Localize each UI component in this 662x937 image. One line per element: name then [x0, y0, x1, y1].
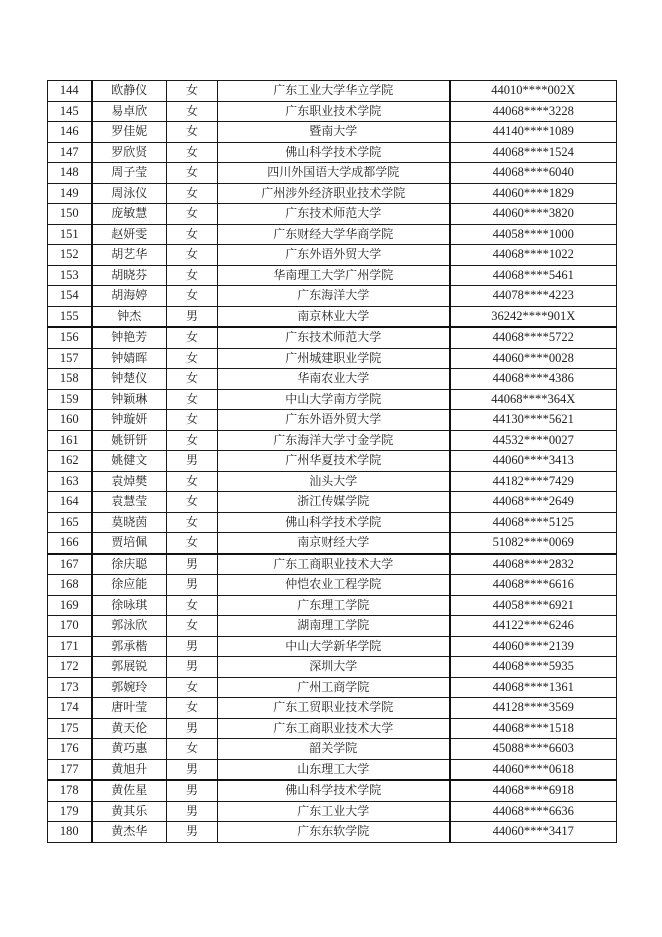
row-number-cell: 145: [48, 101, 92, 122]
id-number-cell: 44068****4386: [450, 369, 617, 390]
id-number-cell: 44058****1000: [450, 224, 617, 245]
school-name-cell: 汕头大学: [218, 471, 450, 492]
table-row: [48, 369, 617, 390]
school-name-cell: 韶关学院: [218, 739, 450, 760]
id-number-cell: 44060****0028: [450, 348, 617, 369]
student-name-cell: 钟杰: [92, 306, 167, 327]
gender-cell: 女: [167, 410, 218, 431]
gender-cell: 男: [167, 306, 218, 327]
id-number-cell: 44068****5125: [450, 512, 617, 533]
gender-cell: 女: [167, 492, 218, 513]
id-number-cell: 44068****6636: [450, 801, 617, 822]
row-number-cell: 149: [48, 183, 92, 204]
table-row: [48, 759, 617, 780]
gender-cell: 女: [167, 163, 218, 184]
row-number-cell: 162: [48, 451, 92, 472]
gender-cell: 女: [167, 327, 218, 348]
id-number-cell: 44058****6921: [450, 595, 617, 616]
school-name-cell: 广东技术师范大学: [218, 204, 450, 225]
gender-cell: 女: [167, 471, 218, 492]
student-name-cell: 钟颖琳: [92, 389, 167, 410]
table-row: [48, 122, 617, 143]
student-name-cell: 周泳仪: [92, 183, 167, 204]
school-name-cell: 中山大学新华学院: [218, 636, 450, 657]
school-name-cell: 南京财经大学: [218, 533, 450, 554]
school-name-cell: 华南农业大学: [218, 369, 450, 390]
id-number-cell: 44060****2139: [450, 636, 617, 657]
student-name-cell: 罗佳妮: [92, 122, 167, 143]
id-number-cell: 44068****364X: [450, 389, 617, 410]
school-name-cell: 湖南理工学院: [218, 616, 450, 637]
gender-cell: 女: [167, 101, 218, 122]
id-number-cell: 44068****5722: [450, 327, 617, 348]
id-number-cell: 44078****4223: [450, 286, 617, 307]
gender-cell: 男: [167, 801, 218, 822]
row-number-cell: 155: [48, 306, 92, 327]
table-row: [48, 183, 617, 204]
table-row: [48, 451, 617, 472]
row-number-cell: 157: [48, 348, 92, 369]
student-name-cell: 罗欣贤: [92, 142, 167, 163]
table-row: [48, 657, 617, 678]
table-row: [48, 801, 617, 822]
gender-cell: 男: [167, 759, 218, 780]
table-row: [48, 677, 617, 698]
row-number-cell: 171: [48, 636, 92, 657]
student-name-cell: 钟婧晖: [92, 348, 167, 369]
gender-cell: 女: [167, 265, 218, 286]
table-row: [48, 430, 617, 451]
row-number-cell: 180: [48, 822, 92, 843]
school-name-cell: 广东工商职业技术大学: [218, 718, 450, 739]
table-row: [48, 286, 617, 307]
school-name-cell: 广东东软学院: [218, 822, 450, 843]
school-name-cell: 广东外语外贸大学: [218, 245, 450, 266]
school-name-cell: 山东理工大学: [218, 759, 450, 780]
gender-cell: 男: [167, 822, 218, 843]
table-row: [48, 718, 617, 739]
student-name-cell: 黄其乐: [92, 801, 167, 822]
school-name-cell: 广东财经大学华商学院: [218, 224, 450, 245]
row-number-cell: 144: [48, 81, 92, 102]
school-name-cell: 深圳大学: [218, 657, 450, 678]
table-row: [48, 265, 617, 286]
table-row: [48, 101, 617, 122]
gender-cell: 女: [167, 369, 218, 390]
student-name-cell: 郭泳欣: [92, 616, 167, 637]
gender-cell: 女: [167, 204, 218, 225]
table-body: [48, 81, 617, 843]
table-row: [48, 224, 617, 245]
school-name-cell: 南京林业大学: [218, 306, 450, 327]
table-row: [48, 554, 617, 575]
school-name-cell: 广东外语外贸大学: [218, 410, 450, 431]
student-name-cell: 徐庆聪: [92, 554, 167, 575]
gender-cell: 女: [167, 430, 218, 451]
id-number-cell: 44068****5461: [450, 265, 617, 286]
table-row: [48, 780, 617, 801]
id-number-cell: 44060****3417: [450, 822, 617, 843]
id-number-cell: 44128****3569: [450, 698, 617, 719]
student-name-cell: 黄天伦: [92, 718, 167, 739]
school-name-cell: 四川外国语大学成都学院: [218, 163, 450, 184]
id-number-cell: 44068****2832: [450, 554, 617, 575]
id-number-cell: 44140****1089: [450, 122, 617, 143]
row-number-cell: 151: [48, 224, 92, 245]
student-name-cell: 姚健文: [92, 451, 167, 472]
table-row: [48, 245, 617, 266]
id-number-cell: 44068****6616: [450, 575, 617, 596]
id-number-cell: 44060****3820: [450, 204, 617, 225]
student-name-cell: 胡艺华: [92, 245, 167, 266]
row-number-cell: 174: [48, 698, 92, 719]
school-name-cell: 广东海洋大学寸金学院: [218, 430, 450, 451]
table-row: [48, 533, 617, 554]
table-row: [48, 512, 617, 533]
school-name-cell: 广东工业大学: [218, 801, 450, 822]
gender-cell: 女: [167, 286, 218, 307]
row-number-cell: 170: [48, 616, 92, 637]
id-number-cell: 45088****6603: [450, 739, 617, 760]
id-number-cell: 44068****2649: [450, 492, 617, 513]
id-number-cell: 44068****6040: [450, 163, 617, 184]
school-name-cell: 广东职业技术学院: [218, 101, 450, 122]
id-number-cell: 44060****0618: [450, 759, 617, 780]
table-row: [48, 492, 617, 513]
id-number-cell: 44068****1022: [450, 245, 617, 266]
row-number-cell: 150: [48, 204, 92, 225]
student-name-cell: 周子莹: [92, 163, 167, 184]
gender-cell: 女: [167, 122, 218, 143]
student-name-cell: 郭婉玲: [92, 677, 167, 698]
student-name-cell: 易卓欣: [92, 101, 167, 122]
id-number-cell: 44068****1518: [450, 718, 617, 739]
student-name-cell: 黄旭升: [92, 759, 167, 780]
id-number-cell: 44060****1829: [450, 183, 617, 204]
gender-cell: 女: [167, 183, 218, 204]
student-name-cell: 钟璇妍: [92, 410, 167, 431]
gender-cell: 女: [167, 533, 218, 554]
school-name-cell: 佛山科学技术学院: [218, 512, 450, 533]
school-name-cell: 广东理工学院: [218, 595, 450, 616]
id-number-cell: 44182****7429: [450, 471, 617, 492]
row-number-cell: 148: [48, 163, 92, 184]
row-number-cell: 167: [48, 554, 92, 575]
id-number-cell: 44122****6246: [450, 616, 617, 637]
table-row: [48, 81, 617, 102]
row-number-cell: 173: [48, 677, 92, 698]
gender-cell: 女: [167, 389, 218, 410]
row-number-cell: 169: [48, 595, 92, 616]
table-row: [48, 348, 617, 369]
gender-cell: 男: [167, 780, 218, 801]
row-number-cell: 178: [48, 780, 92, 801]
school-name-cell: 佛山科学技术学院: [218, 142, 450, 163]
table-row: [48, 327, 617, 348]
gender-cell: 女: [167, 739, 218, 760]
school-name-cell: 浙江传媒学院: [218, 492, 450, 513]
gender-cell: 女: [167, 512, 218, 533]
student-name-cell: 贾培佩: [92, 533, 167, 554]
student-name-cell: 莫晓茵: [92, 512, 167, 533]
student-name-cell: 袁慧莹: [92, 492, 167, 513]
student-name-cell: 胡海婷: [92, 286, 167, 307]
school-name-cell: 广东工贸职业技术学院: [218, 698, 450, 719]
student-name-cell: 姚钘钘: [92, 430, 167, 451]
row-number-cell: 175: [48, 718, 92, 739]
gender-cell: 男: [167, 575, 218, 596]
row-number-cell: 146: [48, 122, 92, 143]
row-number-cell: 159: [48, 389, 92, 410]
school-name-cell: 佛山科学技术学院: [218, 780, 450, 801]
gender-cell: 女: [167, 245, 218, 266]
table-row: [48, 163, 617, 184]
table-row: [48, 616, 617, 637]
student-name-cell: 赵妍雯: [92, 224, 167, 245]
gender-cell: 女: [167, 142, 218, 163]
row-number-cell: 164: [48, 492, 92, 513]
gender-cell: 男: [167, 636, 218, 657]
row-number-cell: 166: [48, 533, 92, 554]
school-name-cell: 暨南大学: [218, 122, 450, 143]
school-name-cell: 广州华夏技术学院: [218, 451, 450, 472]
table-row: [48, 471, 617, 492]
gender-cell: 女: [167, 616, 218, 637]
school-name-cell: 广东技术师范大学: [218, 327, 450, 348]
id-number-cell: 36242****901X: [450, 306, 617, 327]
table-row: [48, 204, 617, 225]
student-name-cell: 庞敏慧: [92, 204, 167, 225]
gender-cell: 女: [167, 698, 218, 719]
student-list-table: [47, 80, 617, 843]
gender-cell: 女: [167, 677, 218, 698]
table-row: [48, 410, 617, 431]
school-name-cell: 广东工业大学华立学院: [218, 81, 450, 102]
id-number-cell: 44068****1524: [450, 142, 617, 163]
student-name-cell: 袁焯樊: [92, 471, 167, 492]
row-number-cell: 147: [48, 142, 92, 163]
table-row: [48, 595, 617, 616]
table-row: [48, 636, 617, 657]
row-number-cell: 163: [48, 471, 92, 492]
row-number-cell: 160: [48, 410, 92, 431]
id-number-cell: 44068****6918: [450, 780, 617, 801]
student-name-cell: 郭承楷: [92, 636, 167, 657]
id-number-cell: 44130****5621: [450, 410, 617, 431]
row-number-cell: 172: [48, 657, 92, 678]
row-number-cell: 153: [48, 265, 92, 286]
id-number-cell: 51082****0069: [450, 533, 617, 554]
gender-cell: 男: [167, 657, 218, 678]
student-name-cell: 唐叶莹: [92, 698, 167, 719]
gender-cell: 女: [167, 595, 218, 616]
student-name-cell: 郭展锐: [92, 657, 167, 678]
id-number-cell: 44068****5935: [450, 657, 617, 678]
row-number-cell: 152: [48, 245, 92, 266]
school-name-cell: 广东海洋大学: [218, 286, 450, 307]
school-name-cell: 广州涉外经济职业技术学院: [218, 183, 450, 204]
gender-cell: 男: [167, 718, 218, 739]
row-number-cell: 168: [48, 575, 92, 596]
student-name-cell: 胡晓芬: [92, 265, 167, 286]
row-number-cell: 177: [48, 759, 92, 780]
id-number-cell: 44068****3228: [450, 101, 617, 122]
id-number-cell: 44060****3413: [450, 451, 617, 472]
row-number-cell: 156: [48, 327, 92, 348]
student-name-cell: 徐咏琪: [92, 595, 167, 616]
id-number-cell: 44010****002X: [450, 81, 617, 102]
student-name-cell: 黄巧惠: [92, 739, 167, 760]
row-number-cell: 176: [48, 739, 92, 760]
gender-cell: 女: [167, 348, 218, 369]
gender-cell: 女: [167, 81, 218, 102]
row-number-cell: 179: [48, 801, 92, 822]
school-name-cell: 中山大学南方学院: [218, 389, 450, 410]
row-number-cell: 161: [48, 430, 92, 451]
school-name-cell: 广州城建职业学院: [218, 348, 450, 369]
table-row: [48, 306, 617, 327]
table-row: [48, 698, 617, 719]
school-name-cell: 仲恺农业工程学院: [218, 575, 450, 596]
gender-cell: 男: [167, 554, 218, 575]
table-row: [48, 389, 617, 410]
row-number-cell: 165: [48, 512, 92, 533]
table-row: [48, 822, 617, 843]
table-row: [48, 575, 617, 596]
school-name-cell: 广东工商职业技术大学: [218, 554, 450, 575]
student-name-cell: 钟楚仪: [92, 369, 167, 390]
student-name-cell: 徐应能: [92, 575, 167, 596]
table-row: [48, 142, 617, 163]
id-number-cell: 44068****1361: [450, 677, 617, 698]
row-number-cell: 154: [48, 286, 92, 307]
student-name-cell: 钟艳芳: [92, 327, 167, 348]
row-number-cell: 158: [48, 369, 92, 390]
student-name-cell: 黄佐星: [92, 780, 167, 801]
student-name-cell: 欧静仪: [92, 81, 167, 102]
school-name-cell: 华南理工大学广州学院: [218, 265, 450, 286]
school-name-cell: 广州工商学院: [218, 677, 450, 698]
gender-cell: 女: [167, 224, 218, 245]
gender-cell: 男: [167, 451, 218, 472]
id-number-cell: 44532****0027: [450, 430, 617, 451]
table-row: [48, 739, 617, 760]
student-name-cell: 黄杰华: [92, 822, 167, 843]
